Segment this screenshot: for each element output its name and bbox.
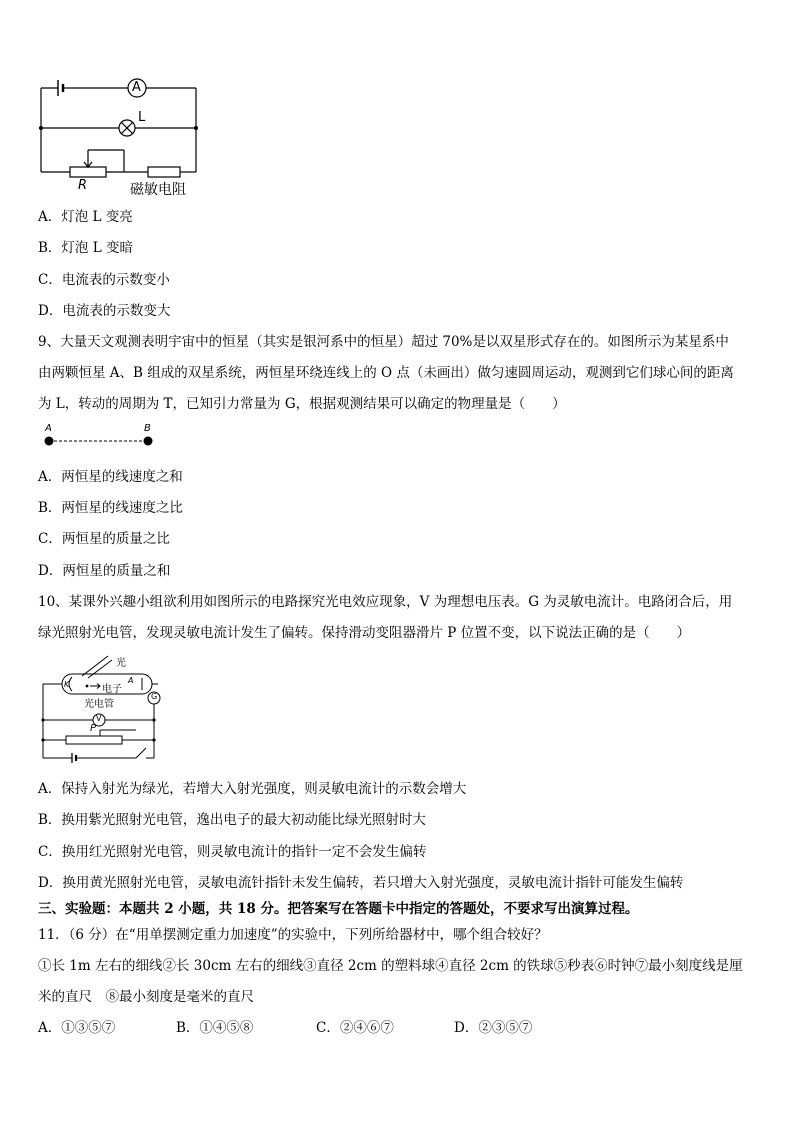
k-electrode-label: K	[64, 680, 70, 689]
lamp-label: L	[138, 110, 146, 125]
star-b-label: B	[144, 423, 151, 434]
q10-option-c: C．换用红光照射光电管，则灵敏电流计的指针一定不会发生偏转	[38, 844, 427, 860]
q11-items-line-1: ①长 1m 左右的细线②长 30cm 左右的细线③直径 2cm 的塑料球④直径 2cm 的铁球⑤秒表⑥时钟⑦最小刻度线是厘	[38, 958, 743, 974]
electron-label: 电子	[102, 684, 122, 695]
q9-option-d: D．两恒星的质量之和	[38, 563, 171, 579]
q11-option-b: B．①④⑤⑧	[176, 1020, 254, 1036]
voltmeter-label: V	[96, 714, 102, 723]
q9-stem-line-2: 由两颗恒星 A、B 组成的双星系统，两恒星环绕连线上的 O 点（未画出）做匀速圆周运动，观测到它们球心间的距离	[38, 365, 734, 381]
q9-stem-line-1: 9、大量天文观测表明宇宙中的恒星（其实是银河系中的恒星）超过 70%是以双星形式存在的。如图所示为某星系中	[38, 334, 729, 350]
phototube-label: 光电管	[84, 699, 114, 710]
q8-option-a: A．灯泡 L 变亮	[38, 209, 133, 225]
q10-stem-line-1: 10、某课外兴趣小组欲利用如图所示的电路探究光电效应现象，V 为理想电压表。G 为灵敏电流计。电路闭合后，用	[38, 594, 733, 610]
q8-option-d: D．电流表的示数变大	[38, 303, 171, 319]
q11-option-d: D．②③⑤⑦	[454, 1020, 533, 1036]
galvanometer-label: G	[151, 692, 158, 701]
ammeter-label: A	[132, 80, 141, 95]
magnetoresistor-label: 磁敏电阻	[130, 182, 186, 198]
q11-stem: 11．（6 分）在“用单摆测定重力加速度”的实验中，下列所给器材中，哪个组合较好？	[38, 927, 548, 943]
star-a-label: A	[45, 423, 52, 434]
q9-stem-line-3: 为 L，转动的周期为 T，已知引力常量为 G，根据观测结果可以确定的物理量是（ ）	[38, 396, 566, 412]
photoelectric-circuit-diagram	[38, 652, 168, 770]
section-3-heading: 三、实验题：本题共 2 小题，共 18 分。把答案写在答题卡中指定的答题处，不要求写出演算过程。	[38, 901, 639, 917]
slider-p-label: P	[90, 723, 97, 734]
q10-option-a: A．保持入射光为绿光，若增大入射光强度，则灵敏电流计的示数会增大	[38, 781, 467, 797]
q11-items-line-2: 米的直尺 ⑧最小刻度是毫米的直尺	[38, 989, 254, 1005]
q10-stem-line-2: 绿光照射光电管，发现灵敏电流计发生了偏转。保持滑动变阻器滑片 P 位置不变，以下说法正确的是（ ）	[38, 625, 691, 641]
q10-option-d: D．换用黄光照射光电管，灵敏电流针指针未发生偏转，若只增大入射光强度，灵敏电流计指针可能发生偏转	[38, 875, 684, 891]
a-electrode-label: A	[128, 676, 134, 685]
q9-option-b: B．两恒星的线速度之比	[38, 500, 183, 516]
q11-option-c: C．②④⑥⑦	[316, 1020, 394, 1036]
q9-option-a: A．两恒星的线速度之和	[38, 469, 183, 485]
q8-option-c: C．电流表的示数变小	[38, 272, 170, 288]
q9-option-c: C．两恒星的质量之比	[38, 531, 170, 547]
light-label: 光	[116, 658, 126, 669]
q8-option-b: B．灯泡 L 变暗	[38, 240, 133, 256]
q11-option-a: A．①③⑤⑦	[38, 1020, 116, 1036]
rheostat-label: R	[78, 178, 88, 193]
binary-star-diagram	[40, 420, 160, 452]
q10-option-b: B．换用紫光照射光电管，逸出电子的最大初动能比绿光照射时大	[38, 812, 426, 828]
